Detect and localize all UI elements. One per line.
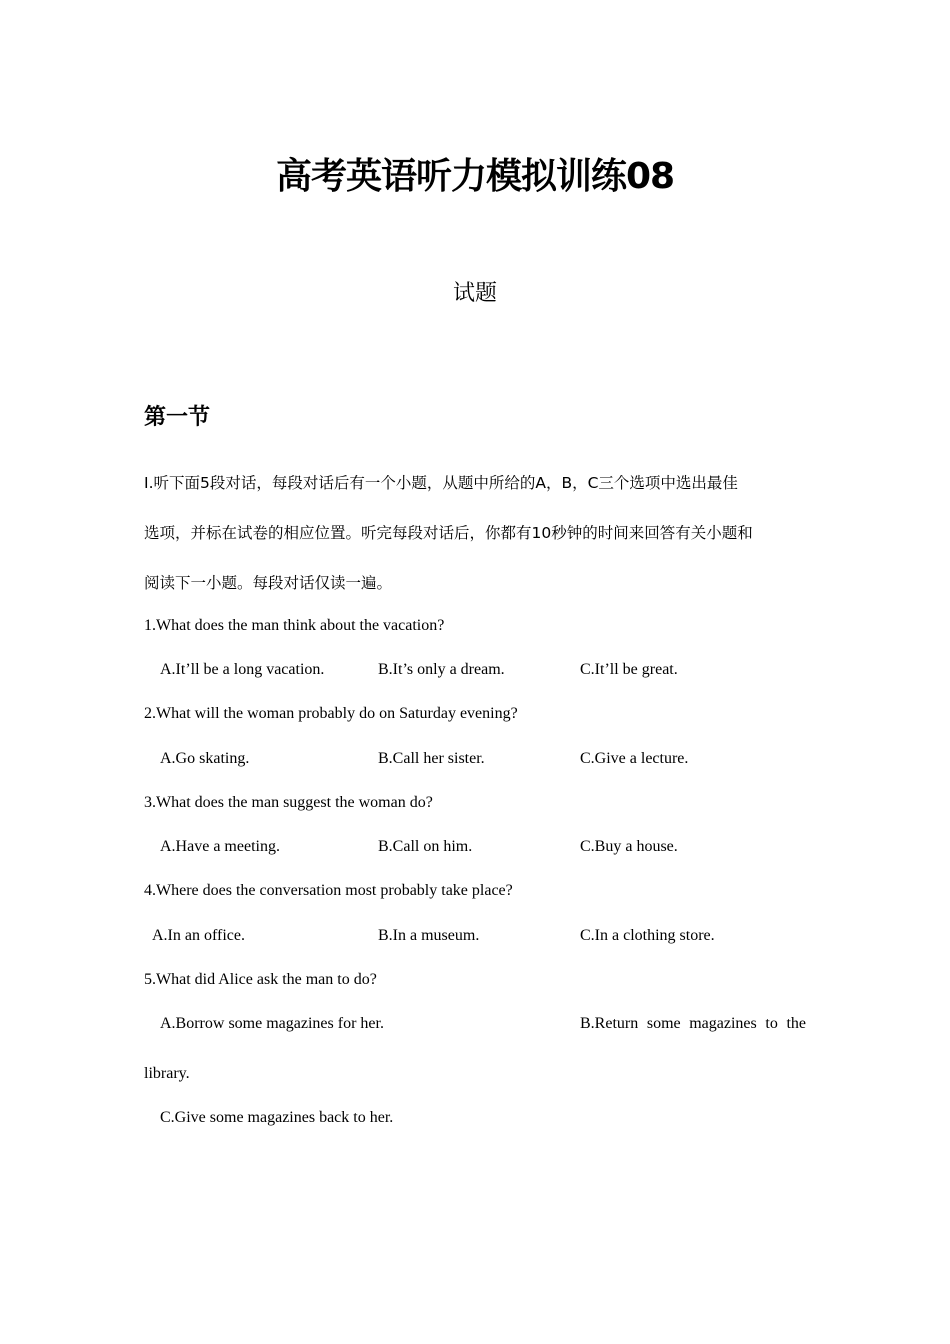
- question-4-option-c: C.In a clothing store.: [580, 927, 715, 944]
- question-5-option-b: B.Return some magazines to the: [580, 1015, 806, 1032]
- question-5-option-a: A.Borrow some magazines for her.: [160, 1015, 384, 1032]
- question-3-option-a: A.Have a meeting.: [160, 838, 280, 855]
- question-1-option-b: B.It’s only a dream.: [378, 661, 505, 678]
- document-subtitle: 试题: [452, 281, 497, 306]
- question-2-option-a: A.Go skating.: [160, 750, 250, 767]
- document-title: 高考英语听力模拟训练08: [275, 156, 675, 197]
- question-4-stem: 4.Where does the conversation most probably take place?: [144, 882, 513, 899]
- question-2-stem: 2.What will the woman probably do on Saturday evening?: [144, 705, 518, 722]
- question-1-stem: 1.What does the man think about the vacation?: [144, 617, 445, 634]
- instructions-line-1: Ⅰ.听下面5段对话，每段对话后有一个小题，从题中所给的A，B，C三个选项中选出最佳: [144, 474, 738, 492]
- question-5-option-b-continuation: library.: [144, 1065, 190, 1082]
- question-5-stem: 5.What did Alice ask the man to do?: [144, 971, 377, 988]
- question-4-option-a: A.In an office.: [152, 927, 245, 944]
- question-2-option-c: C.Give a lecture.: [580, 750, 689, 767]
- instructions-line-3: 阅读下一小题。每段对话仅读一遍。: [144, 574, 393, 592]
- section-heading: 第一节: [144, 405, 211, 430]
- question-3-option-b: B.Call on him.: [378, 838, 473, 855]
- question-3-option-c: C.Buy a house.: [580, 838, 678, 855]
- question-4-option-b: B.In a museum.: [378, 927, 480, 944]
- question-5-option-c: C.Give some magazines back to her.: [160, 1109, 394, 1126]
- question-1-option-a: A.It’ll be a long vacation.: [160, 661, 325, 678]
- instructions-line-2: 选项，并标在试卷的相应位置。听完每段对话后，你都有10秒钟的时间来回答有关小题和: [144, 524, 753, 542]
- question-1-option-c: C.It’ll be great.: [580, 661, 678, 678]
- question-3-stem: 3.What does the man suggest the woman do?: [144, 794, 433, 811]
- question-2-option-b: B.Call her sister.: [378, 750, 485, 767]
